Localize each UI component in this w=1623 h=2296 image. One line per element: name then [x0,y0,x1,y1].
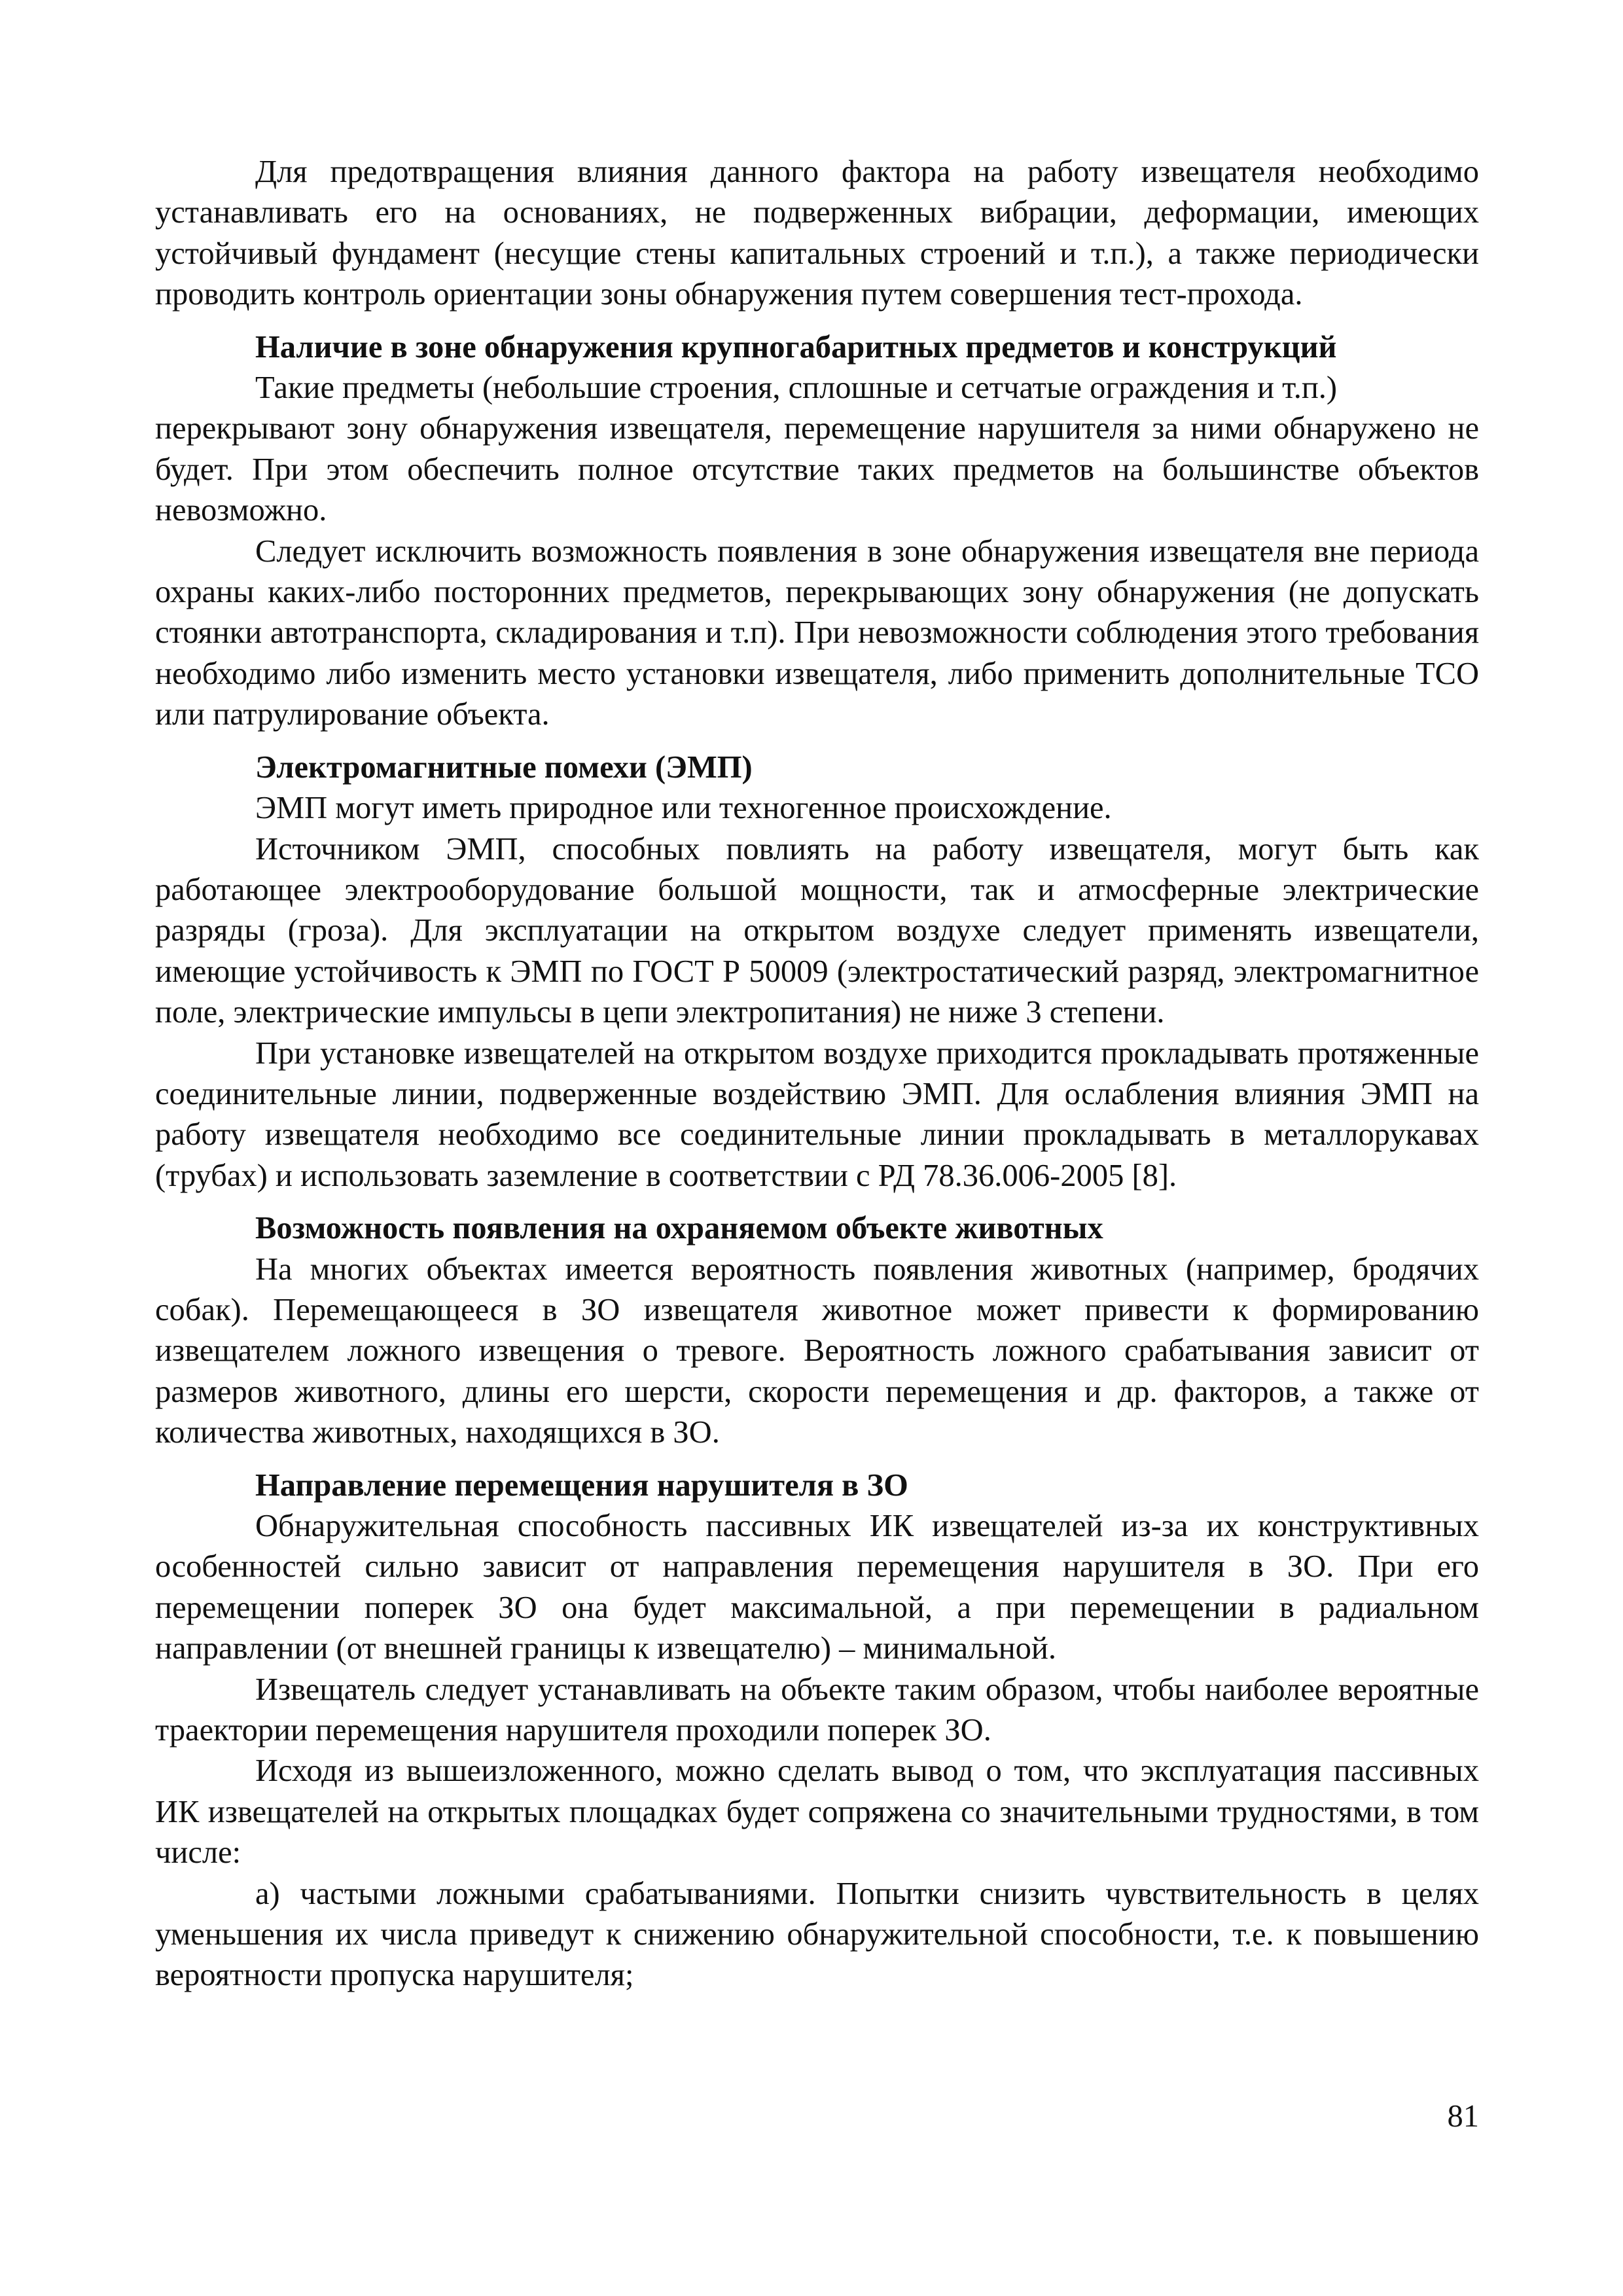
heading-emi: Электромагнитные помехи (ЭМП) [255,749,753,785]
paragraph-emi-lines: При установке извещателей на открытом воздухе приходится прокладывать протяженные соединительные линии, подверженные воздействию ЭМП. Для ослабления влияния ЭМП на работу извещателя необходимо все соединительные линии прокладывать в металлорукавах (трубах) и использовать заземление в соответствии с РД 78.36.006-2005 [8]. [155,1035,1479,1193]
paragraph-large-objects-cont: перекрывают зону обнаружения извещателя, перемещение нарушителя за ними обнаружено не будет. При этом обеспечить полное отсутствие таких предметов на большинстве объектов невозможно. [155,411,1479,528]
heading-intruder-direction: Направление перемещения нарушителя в ЗО [255,1467,908,1503]
paragraph-emi-origin: ЭМП могут иметь природное или техногенное происхождение. [255,791,1112,826]
paragraph-direction-sensitivity: Обнаружительная способность пассивных ИК извещателей из-за их конструктивных особенностей сильно зависит от направления перемещения нарушителя в ЗО. При его перемещении поперек ЗО она будет максимальной, а при перемещении в радиальном направлении (от внешней границы к извещателю) – минимальной. [155,1509,1479,1666]
paragraph-installation-advice: Извещатель следует устанавливать на объекте таким образом, чтобы наиболее вероятные траектории перемещения нарушителя проходили поперек ЗО. [155,1672,1479,1748]
paragraph-exclude-objects: Следует исключить возможность появления в зоне обнаружения извещателя вне периода охраны каких-либо посторонних предметов, перекрывающих зону обнаружения (не допускать стоянки автотранспорта, складирования и т.п). При невозможности соблюдения этого требования необходимо либо изменить место установки извещателя, либо применить дополнительные ТСО или патрулирование объекта. [155,533,1479,732]
paragraph-large-objects-intro: Такие предметы (небольшие строения, сплошные и сетчатые ограждения и т.п.) [255,370,1338,406]
heading-animals: Возможность появления на охраняемом объекте животных [255,1211,1103,1246]
paragraph-emi-sources: Источником ЭМП, способных повлиять на работу извещателя, могут быть как работающее электрооборудование большой мощности, так и атмосферные электрические разряды (гроза). Для эксплуатации на открытом воздухе следует применять извещатели, имеющие устойчивость к ЭМП по ГОСТ Р 50009 (электростатический разряд, электромагнитное поле, электрические импульсы в цепи электропитания) не ниже 3 степени. [155,831,1479,1030]
paragraph-item-a: а) частыми ложными срабатываниями. Попытки снизить чувствительность в целях уменьшения их числа приведут к снижению обнаружительной способности, т.е. к повышению вероятности пропуска нарушителя; [155,1876,1479,1993]
page-number: 81 [1447,2099,1479,2134]
paragraph-animals: На многих объектах имеется вероятность появления животных (например, бродячих собак). Перемещающееся в ЗО извещателя животное может привести к формированию извещателем ложного извещения о тревоге. Вероятность ложного срабатывания зависит от размеров животного, длины его шерсти, скорости перемещения и др. факторов, а также от количества животных, находящихся в ЗО. [155,1251,1479,1450]
page-body [155,152,1479,1996]
paragraph-vibration-mitigation: Для предотвращения влияния данного фактора на работу извещателя необходимо устанавливать его на основаниях, не подверженных вибрации, деформации, имеющих устойчивый фундамент (несущие стены капитальных строений и т.п.), а также периодически проводить контроль ориентации зоны обнаружения путем совершения тест-прохода. [155,154,1479,312]
heading-large-objects: Наличие в зоне обнаружения крупногабаритных предметов и конструкций [255,329,1337,365]
paragraph-conclusion: Исходя из вышеизложенного, можно сделать вывод о том, что эксплуатация пассивных ИК извещателей на открытых площадках будет сопряжена со значительными трудностями, в том числе: [155,1753,1479,1871]
